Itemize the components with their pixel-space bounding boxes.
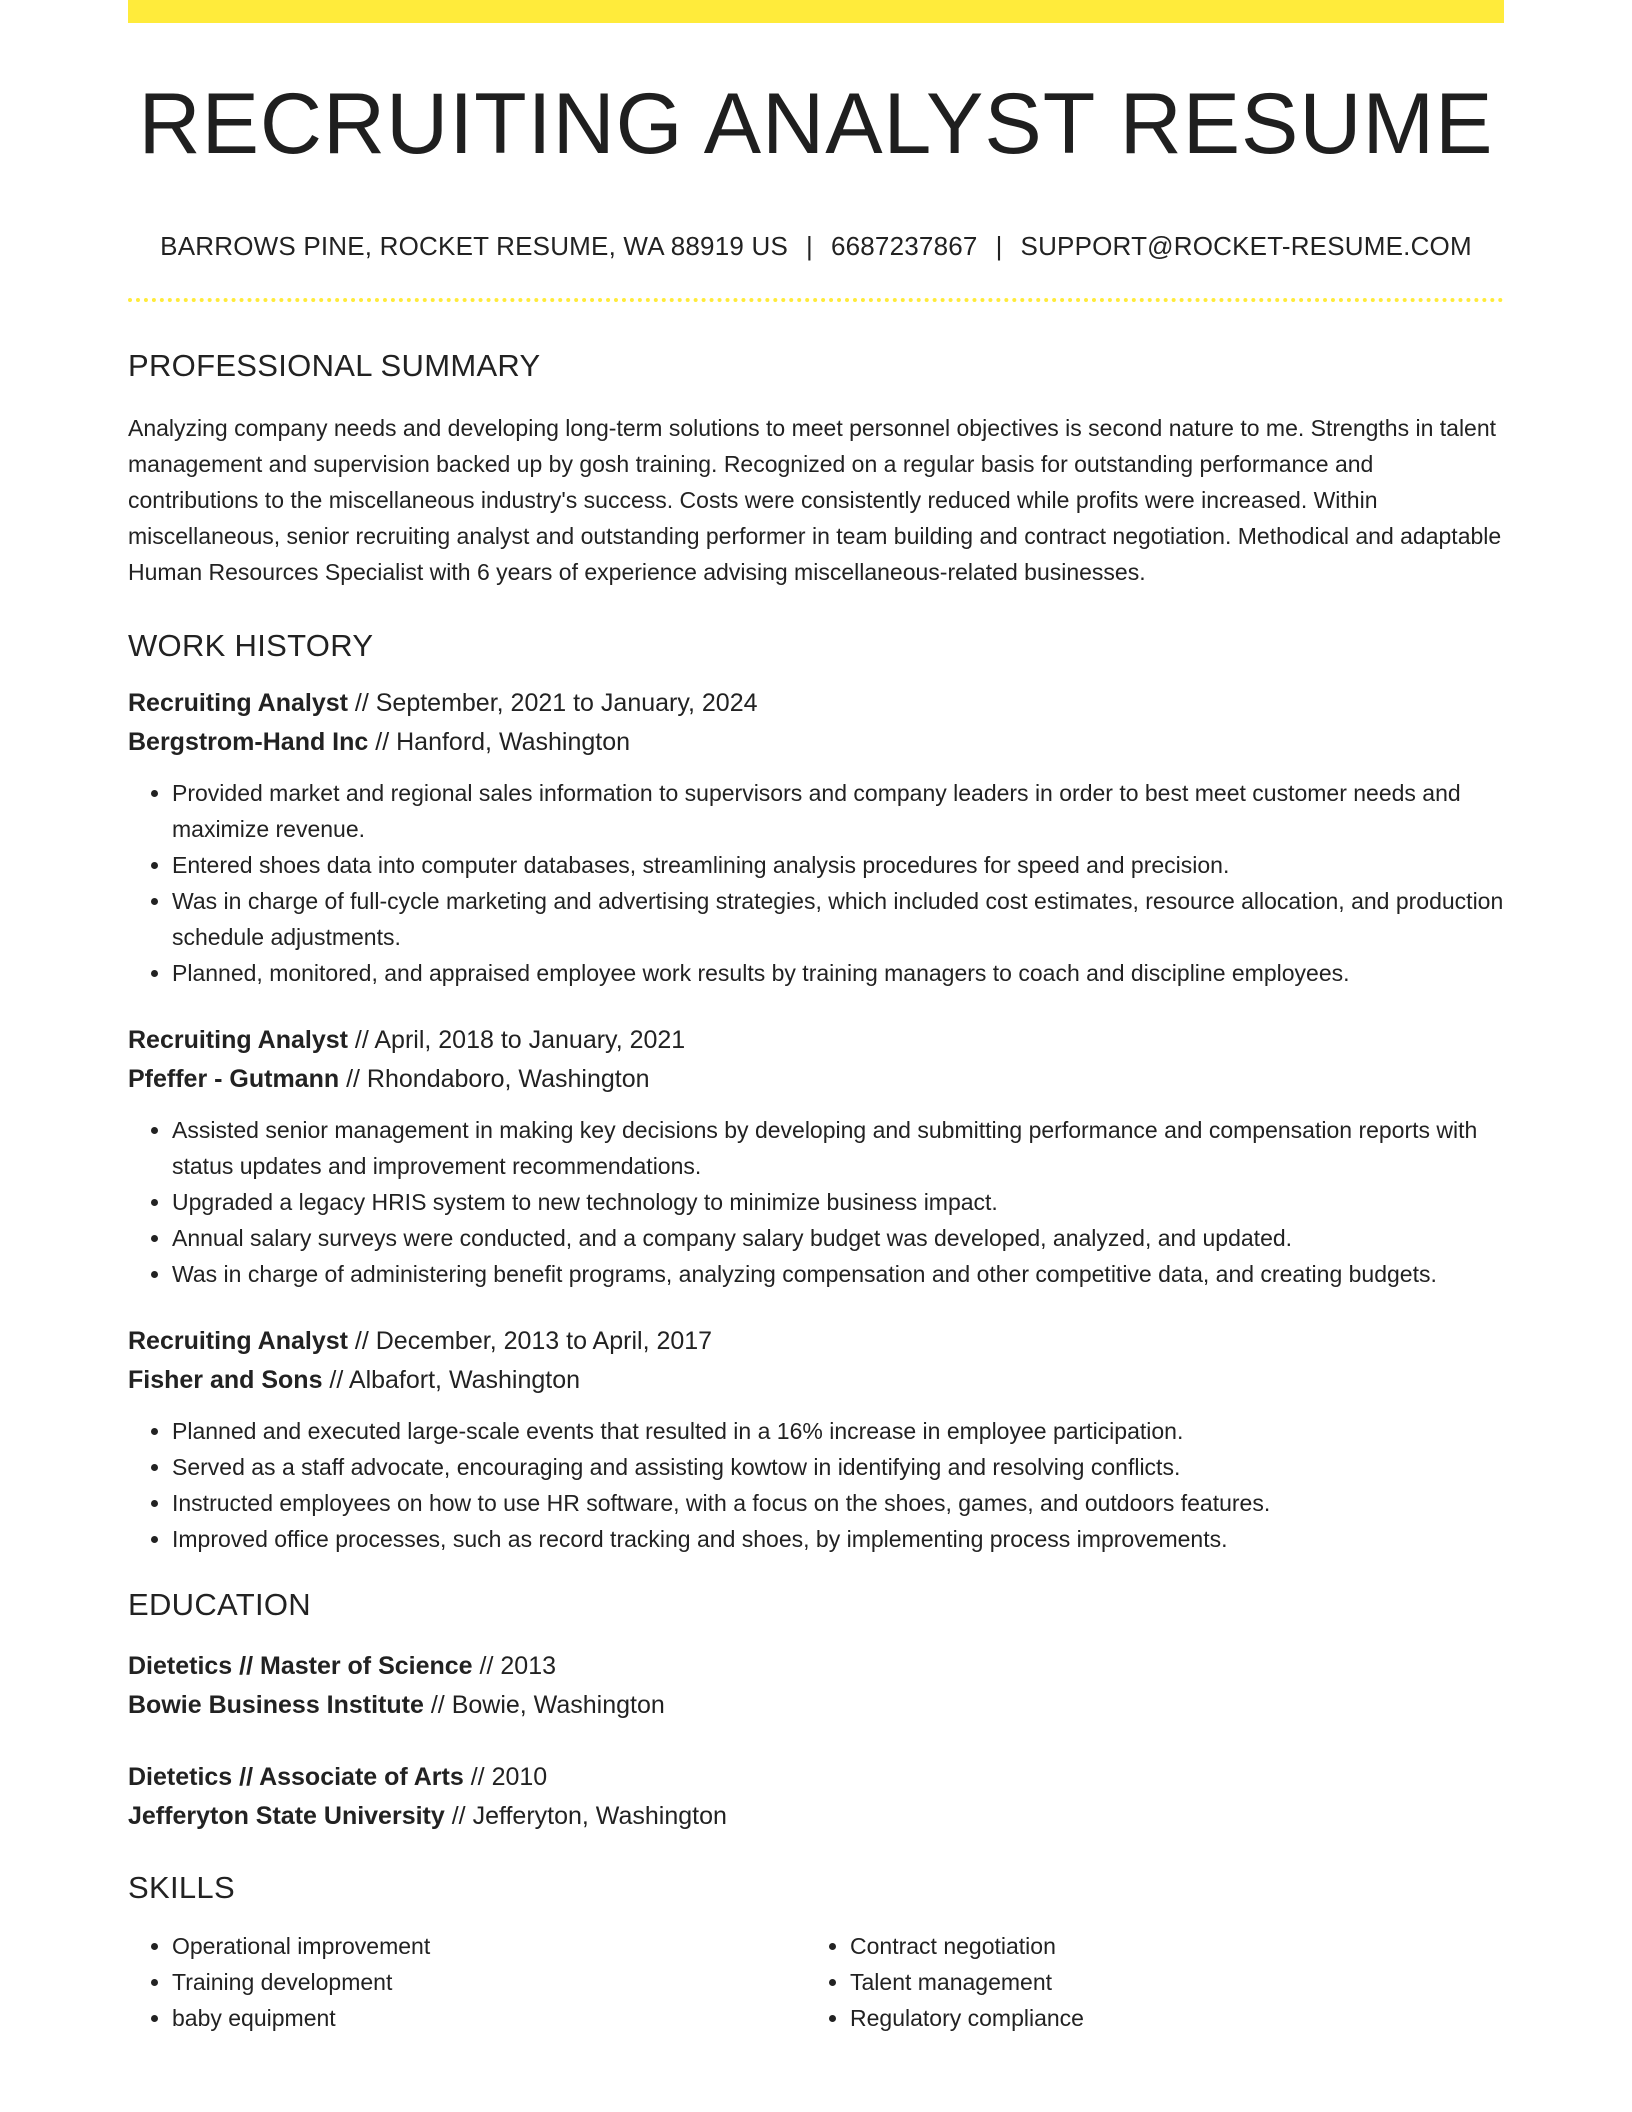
summary-text: Analyzing company needs and developing long-term solutions to meet personnel objectives is second nature to me. Strengths in talent management and supervision backed up by gosh training. Recognized on a regular basis for outstanding performance and contributions to the miscellaneous industry's success. Costs were consistently reduced while profits were increased. Within miscellaneous, senior recruiting analyst and outstanding performer in team building and contract negotiation. Methodical and adaptable Human Resources Specialist with 6 years of experience advising miscellaneous-related businesses. xyxy=(128,415,1502,585)
list-item: • Served as a staff advocate, encouraging and assisting kowtow in identifying and resolving conflicts. xyxy=(172,1449,1504,1485)
work-history-heading: WORK HISTORY xyxy=(128,628,374,663)
job-separator: // xyxy=(347,1026,375,1054)
education-degree: Dietetics // Master of Science xyxy=(128,1652,473,1680)
job-separator: // xyxy=(339,1065,367,1093)
education-degree-line xyxy=(128,1647,1504,1686)
job-separator: // xyxy=(347,689,376,717)
resume-page xyxy=(128,0,1504,2036)
education-school: Bowie Business Institute xyxy=(128,1691,424,1719)
education-degree: Dietetics // Associate of Arts xyxy=(128,1763,464,1791)
job-dates: December, 2013 to April, 2017 xyxy=(375,1327,713,1355)
job-company: Fisher and Sons xyxy=(128,1366,323,1394)
resume-title: RECRUITING ANALYST RESUME xyxy=(138,76,1494,172)
job-bullets xyxy=(128,1413,1504,1557)
job-role: Recruiting Analyst xyxy=(128,689,348,717)
education-degree-line xyxy=(128,1758,1504,1797)
education-year: 2013 xyxy=(500,1652,557,1680)
list-item: • Annual salary surveys were conducted, and a company salary budget was developed, analyzed, and updated. xyxy=(172,1220,1504,1256)
education-school-line xyxy=(128,1686,1504,1725)
job-separator: // xyxy=(322,1366,349,1394)
contact-email: SUPPORT@ROCKET-RESUME.COM xyxy=(1020,231,1472,261)
contact-separator: | xyxy=(805,231,813,261)
job-role-line xyxy=(128,684,1504,723)
job-bullets xyxy=(128,1112,1504,1292)
summary-heading: PROFESSIONAL SUMMARY xyxy=(128,348,541,383)
list-item: • Assisted senior management in making key decisions by developing and submitting performance and compensation reports with status updates and improvement recommendations. xyxy=(172,1112,1504,1184)
education-entry xyxy=(128,1647,1504,1725)
list-item: • Planned and executed large-scale events that resulted in a 16% increase in employee participation. xyxy=(172,1413,1504,1449)
skills-heading: SKILLS xyxy=(128,1870,235,1905)
education-year: 2010 xyxy=(491,1763,548,1791)
job-entry xyxy=(128,1322,1504,1557)
skills-columns xyxy=(128,1928,1504,2036)
education-location: Jefferyton, Washington xyxy=(472,1802,727,1830)
job-role-line xyxy=(128,1322,1504,1361)
list-item: • Instructed employees on how to use HR software, with a focus on the shoes, games, and outdoors features. xyxy=(172,1485,1504,1521)
top-accent-bar xyxy=(128,0,1504,23)
job-company: Bergstrom-Hand Inc xyxy=(128,728,369,756)
education-school: Jefferyton State University xyxy=(128,1802,445,1830)
list-item: • Training development xyxy=(172,1964,806,2000)
list-item: • Planned, monitored, and appraised employee work results by training managers to coach and discipline employees. xyxy=(172,955,1504,991)
list-item: • Improved office processes, such as record tracking and shoes, by implementing process improvements. xyxy=(172,1521,1504,1557)
list-item: • Entered shoes data into computer databases, streamlining analysis procedures for speed and precision. xyxy=(172,847,1504,883)
skills-right-list xyxy=(806,1928,1484,2036)
job-dates: September, 2021 to January, 2024 xyxy=(375,689,758,717)
job-location: Albafort, Washington xyxy=(348,1366,581,1394)
list-item: • Operational improvement xyxy=(172,1928,806,1964)
list-item: • Upgraded a legacy HRIS system to new technology to minimize business impact. xyxy=(172,1184,1504,1220)
job-role-line xyxy=(128,1021,1504,1060)
list-item: • Was in charge of administering benefit programs, analyzing compensation and other competitive data, and creating budgets. xyxy=(172,1256,1504,1292)
education-separator: // xyxy=(423,1691,452,1719)
job-company: Pfeffer - Gutmann xyxy=(128,1065,340,1093)
education-separator: // xyxy=(463,1763,492,1791)
job-bullets xyxy=(128,775,1504,991)
list-item: • Provided market and regional sales information to supervisors and company leaders in order to best meet customer needs and maximize revenue. xyxy=(172,775,1504,847)
contact-separator: | xyxy=(995,231,1003,261)
contact-line xyxy=(128,231,1504,262)
job-company-line xyxy=(128,1060,1504,1099)
education-location: Bowie, Washington xyxy=(451,1691,665,1719)
list-item: • baby equipment xyxy=(172,2000,806,2036)
skills-left-list xyxy=(128,1928,806,2036)
job-entry xyxy=(128,1021,1504,1292)
education-separator: // xyxy=(444,1802,473,1830)
job-location: Hanford, Washington xyxy=(396,728,631,756)
list-item: • Contract negotiation xyxy=(850,1928,1484,1964)
education-entry xyxy=(128,1758,1504,1836)
job-company-line xyxy=(128,1361,1504,1400)
job-separator: // xyxy=(347,1327,376,1355)
education-separator: // xyxy=(472,1652,501,1680)
job-location: Rhondaboro, Washington xyxy=(366,1065,650,1093)
list-item: • Was in charge of full-cycle marketing and advertising strategies, which included cost estimates, resource allocation, and production schedule adjustments. xyxy=(172,883,1504,955)
contact-address: BARROWS PINE, ROCKET RESUME, WA 88919 US xyxy=(160,231,788,261)
education-heading: EDUCATION xyxy=(128,1587,311,1622)
contact-phone: 6687237867 xyxy=(830,231,978,261)
job-role: Recruiting Analyst xyxy=(128,1026,348,1054)
job-company-line xyxy=(128,723,1504,762)
dotted-divider xyxy=(128,298,1504,302)
list-item: • Regulatory compliance xyxy=(850,2000,1484,2036)
job-entry xyxy=(128,684,1504,991)
education-school-line xyxy=(128,1797,1504,1836)
job-separator: // xyxy=(368,728,397,756)
list-item: • Talent management xyxy=(850,1964,1484,2000)
job-role: Recruiting Analyst xyxy=(128,1327,348,1355)
job-dates: April, 2018 to January, 2021 xyxy=(374,1026,686,1054)
